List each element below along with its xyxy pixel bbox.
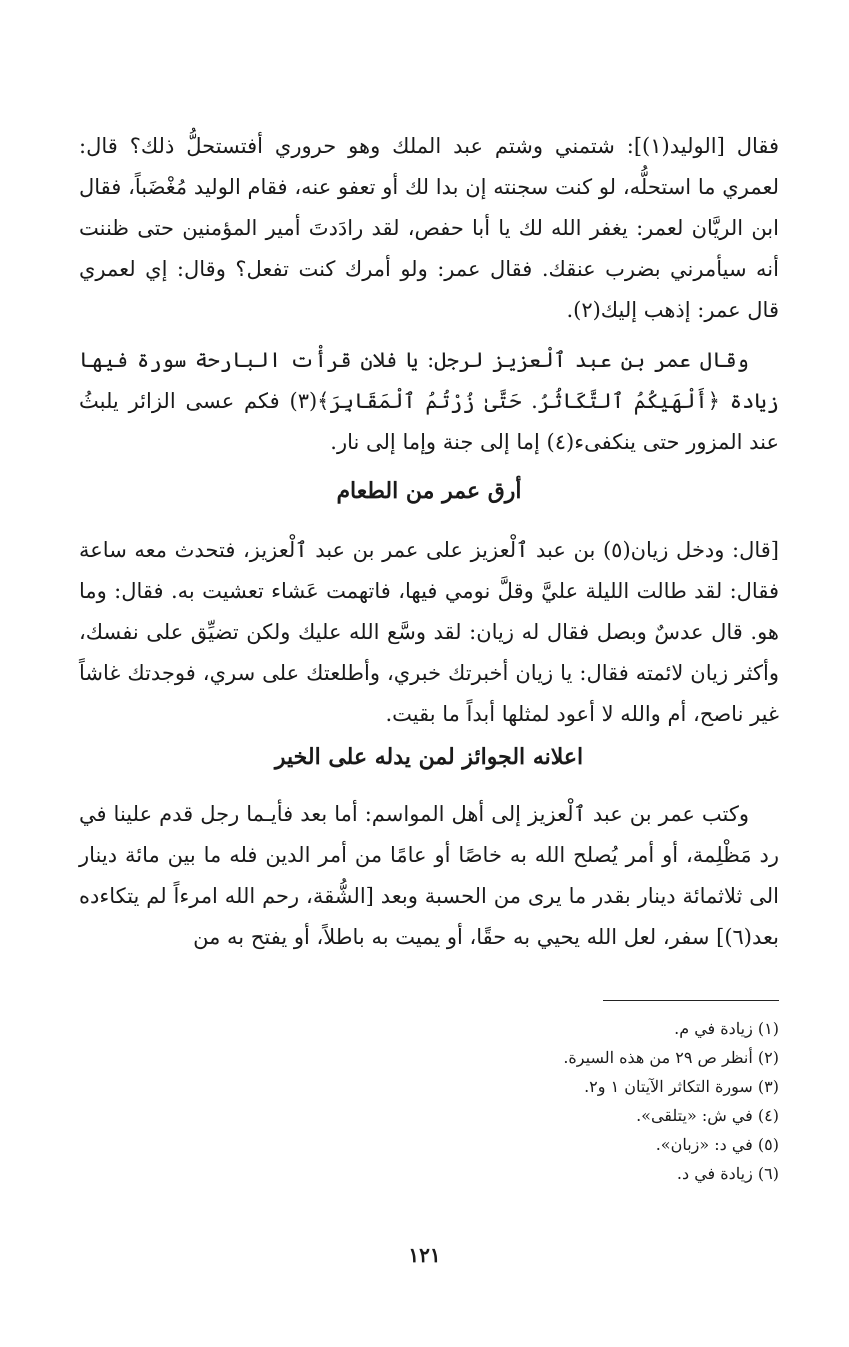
main-text-paragraph-1 [79, 126, 779, 331]
paragraph-text: وكتب عمر بن عبد ٱلْعزيز إلى أهل المواسم: أما بعد فأيـما رجل قدم علينا في رد مَظْلِمة، أو أمر يُصلح الله به خاصًا أو عامًا من أمر الدين فله ما بين مائة دينار الى ثلاثمائة دينار بقدر ما يرى من الحسبة وبعد [الشُّقة، رحم الله امرءاً لم يتكاءده بعد(٦)] سفر، لعل الله يحيي به حقًا، أو يميت به باطلاً، أو يفتح به من [79, 802, 779, 949]
page-number: ١٢١ [408, 1243, 441, 1267]
paragraph-text: فقال [الوليد(١)]: شتمني وشتم عبد الملك وهو حروري أفتستحلُّ ذلك؟ قال: لعمري ما استحلُّه، لو كنت سجنته إن بدا لك أو تعفو عنه، فقام الوليد مُغْضَباً، فقال ابن الريَّان لعمر: يغفر الله لك يا أبا حفص، لقد رادَدتَ أمير المؤمنين حتى ظننت أنه سيأمرني بضرب عنقك. فقال عمر: ولو أمرك كنت تفعل؟ وقال: إي لعمري قال عمر: إذهب إليك(٢). [79, 134, 780, 322]
footnote-2: (٢) أنظر ص ٢٩ من هذه السيرة. [563, 1048, 779, 1067]
footnote-5: (٥) في د: «زبان». [655, 1135, 779, 1154]
footnote-separator [603, 1000, 779, 1001]
paragraph-text: وقال عمر بن عبد ٱلْعزيز لرجل: يا فلان قرأْت البارحة سورة فيها زيادة ﴿أَلْهَيٰكُمُ ٱلتَّكَاثُرُ. حَتَّىٰ زُرْتُمُ ٱلْمَقَابِرَ﴾(٣) فكم عسى الزائر يلبثُ عند المزور حتى ينكفىء(٤) إما إلى جنة وإما إلى نار. [79, 348, 779, 454]
paragraph-text: [قال: ودخل زيان(٥) بن عبد ٱلْعزيز على عمر بن عبد ٱلْعزيز، فتحدث معه ساعة فقال: لقد طالت الليلة عليَّ وقلَّ نومي فيها، فاتهمت عَشاء تعشيت به. فقال: وما هو. قال عدسٌ وبصل فقال له زيان: لقد وسَّع الله عليك ولكن تضيِّق على نفسك، وأكثر زيان لائمته فقال: يا زيان أخبرتك خبري، وأطلعتك على سري، فوجدتك غاشاً غير ناصح، أم والله لا أعود لمثلها أبداً ما بقيت. [79, 538, 779, 726]
section-heading-umar-insomnia: أرق عمر من الطعام [336, 478, 522, 504]
footnote-6: (٦) زيادة في د. [676, 1164, 779, 1183]
main-text-paragraph-2 [79, 340, 779, 463]
section-heading-rewards: اعلانه الجوائز لمن يدله على الخير [274, 744, 584, 770]
footnote-1: (١) زيادة في م. [674, 1019, 779, 1038]
footnotes [359, 1014, 779, 1188]
footnote-4: (٤) في ش: «يتلقى». [636, 1106, 779, 1125]
main-text-paragraph-3 [79, 530, 779, 735]
main-text-paragraph-4 [79, 794, 779, 958]
footnote-3: (٣) سورة التكاثر الآيتان ١ و٢. [584, 1077, 779, 1096]
